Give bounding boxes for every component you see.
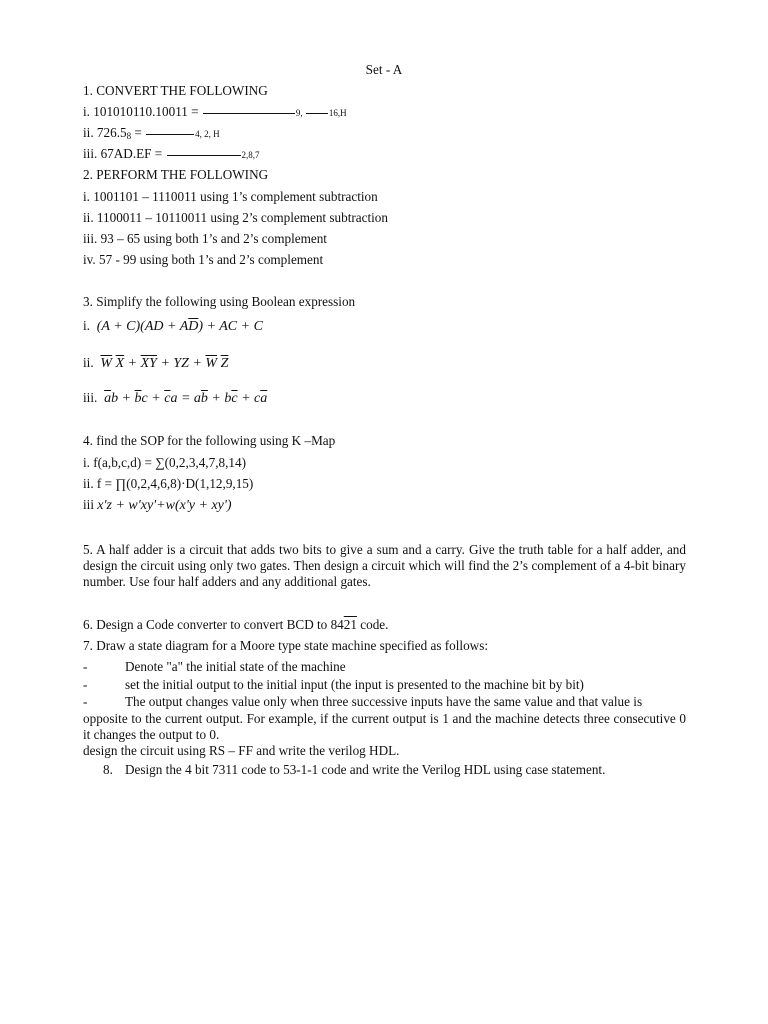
answer-blank bbox=[203, 112, 295, 114]
q4-item: ii. f = ∏(0,2,4,6,8)·D(1,12,9,15) bbox=[83, 476, 254, 491]
q7-bullet: set the initial output to the initial input (the input is presented to the machine bit by bit) bbox=[125, 677, 584, 692]
answer-blank bbox=[146, 133, 194, 135]
q2-item: i. 1001101 – 1110011 using 1’s complement subtraction bbox=[83, 189, 378, 204]
boolean-expression: $\overline{W}$ $\overline{X} + \overline{XY}$ + YZ + $\overline{W}$ $\overline{Z}$ bbox=[100, 356, 229, 371]
q4-item-iii: iii x'z + w'xy'+w(x'y + xy') bbox=[83, 497, 232, 513]
q3-item-i: i. $(A + C)(AD + A\overline{D})$ + AC + C bbox=[83, 318, 263, 334]
q7-bullet-lead: The output changes value only when three successive inputs have the same value and that value is bbox=[125, 694, 643, 709]
q7-closing: design the circuit using RS – FF and write the verilog HDL. bbox=[83, 743, 400, 758]
q7-heading: 7. Draw a state diagram for a Moore type state machine specified as follows: bbox=[83, 638, 489, 653]
q3-item-iii: iii. $\overline{a}b + \overline{b}c + \overline{c}a = a\overline{b} + b\overline{c} + c\overline{a}$ bbox=[83, 390, 268, 406]
q6-text: 6. Design a Code converter to convert BCD to 8421 code. bbox=[83, 617, 389, 632]
q4-item: i. f(a,b,c,d) = ∑(0,2,3,4,7,8,14) bbox=[83, 455, 246, 470]
q2-heading: 2. PERFORM THE FOLLOWING bbox=[83, 167, 269, 182]
answer-blank bbox=[167, 154, 241, 156]
boolean-expression: $\overline{a}b + \overline{b}c + \overline{c}a = a\overline{b} + b\overline{c} + c\overline{a}$ bbox=[104, 391, 268, 406]
set-title: Set - A bbox=[365, 62, 403, 77]
q7-bullet: Denote "a" the initial state of the machine bbox=[125, 659, 346, 674]
q3-heading: 3. Simplify the following using Boolean expression bbox=[83, 294, 356, 309]
q7-bullet-rest: opposite to the current output. For example, if the current output is 1 and the machine detects three consecutive 0 it changes the output to 0. bbox=[83, 711, 686, 742]
q2-item: iii. 93 – 65 using both 1’s and 2’s complement bbox=[83, 231, 327, 246]
q1-heading: 1. CONVERT THE FOLLOWING bbox=[83, 83, 268, 98]
q2-item: ii. 1100011 – 10110011 using 2’s complement subtraction bbox=[83, 210, 388, 225]
bullet-dash: - bbox=[83, 694, 88, 709]
q1-item-i: i. 101010110.10011 = 9, 16,H bbox=[83, 104, 347, 119]
q5-text: 5. A half adder is a circuit that adds two bits to give a sum and a carry. Give the truth table for a half adder, and design the circuit using only two gates. Then design a circuit which will find the 2’s complement of a 4-bit binary number. Use four half adders and any additional gates. bbox=[83, 542, 686, 589]
bullet-dash: - bbox=[83, 659, 88, 674]
q8-text: Design the 4 bit 7311 code to 53-1-1 code and write the Verilog HDL using case statement. bbox=[125, 762, 606, 777]
q3-item-ii: ii. $\overline{W}$ $\overline{X} + \overline{XY}$ + YZ + $\overline{W}$ $\overline{Z}$ bbox=[83, 355, 229, 371]
q4-heading: 4. find the SOP for the following using K –Map bbox=[83, 433, 336, 448]
q1-item-iii: iii. 67AD.EF = 2,8,7 bbox=[83, 146, 260, 161]
q2-item: iv. 57 - 99 using both 1’s and 2’s complement bbox=[83, 252, 324, 267]
q1-item-ii: ii. $726.5_8 = 4$, 2, H bbox=[83, 125, 220, 141]
q8-number: 8. bbox=[103, 762, 113, 777]
bullet-dash: - bbox=[83, 677, 88, 692]
answer-blank bbox=[306, 112, 328, 114]
boolean-expression: $(A + C)(AD + A\overline{D})$ + AC + C bbox=[93, 319, 263, 334]
